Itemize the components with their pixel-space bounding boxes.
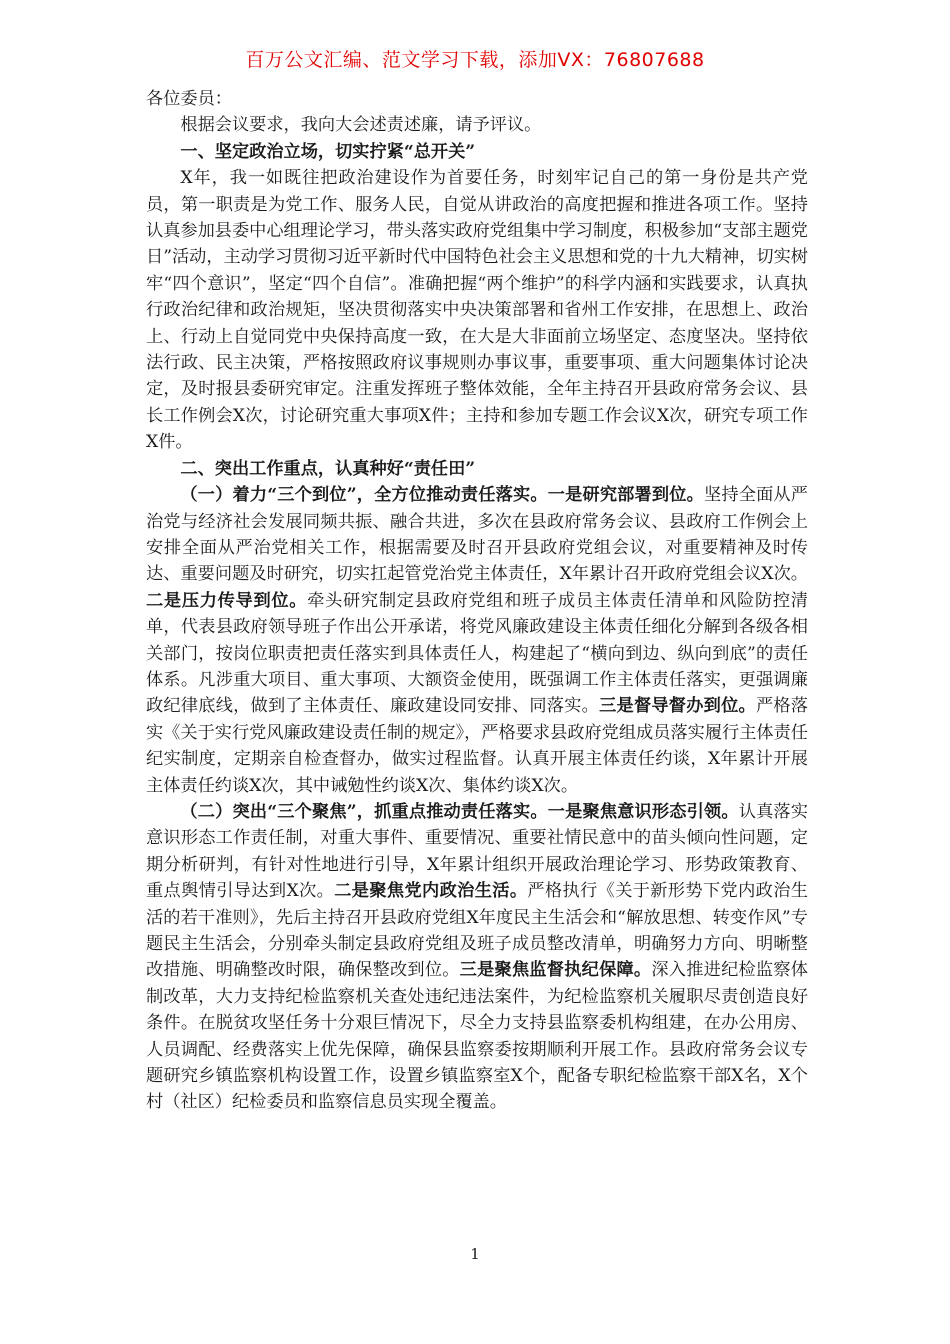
subsection1-title: （一）着力“三个到位”，全方位推动责任落实。 bbox=[180, 485, 548, 506]
section1-heading: 一、坚定政治立场，切实拧紧“总开关” bbox=[180, 141, 476, 162]
page-number: 1 bbox=[470, 1245, 480, 1263]
subsection1-lead-1: 一是研究部署到位。 bbox=[547, 485, 704, 506]
subsection1-lead-2: 二是压力传导到位。 bbox=[146, 590, 308, 611]
subsection2-title: （二）突出“三个聚焦”，抓重点推动责任落实。 bbox=[180, 801, 548, 822]
subsection1-text-3: 严格落实《关于实行党风廉政建设责任制的规定》，严格要求县政府党组成员落实履行主体责任纪实制度，定期亲自检查督办，做实过程监督。认真开展主体责任约谈，X年累计开展主体责任约谈X次，其中诫勉性约谈X次、集体约谈X次。 bbox=[146, 696, 808, 796]
subsection2-lead-3: 三是聚焦监督执纪保障。 bbox=[459, 960, 652, 981]
document-body bbox=[146, 86, 808, 1116]
intro-paragraph: 根据会议要求，我向大会述责述廉，请予评议。 bbox=[180, 115, 542, 136]
subsection1-text-2: 牵头研究制定县政府党组和班子成员主体责任清单和风险防控清单，代表县政府领导班子作出公开承诺，将党风廉政建设主体责任细化分解到各级各相关部门，按岗位职责把责任落实到具体责任人，构建起了“横向到边、纵向到底”的责任体系。凡涉重大项目、重大事项、大额资金使用，既强调工作主体责任落实，更强调廉政纪律底线，做到了主体责任、廉政建设同安排、同落实。 bbox=[146, 590, 808, 717]
salutation: 各位委员： bbox=[146, 89, 232, 109]
subsection2-lead-1: 一是聚焦意识形态引领。 bbox=[547, 801, 739, 822]
subsection2-text-3: 深入推进纪检监察体制改革，大力支持纪检监察机关查处违纪违法案件，为纪检监察机关履职尽责创造良好条件。在脱贫攻坚任务十分艰巨情况下，尽全力支持县监察委机构组建，在办公用房、人员调配、经费落实上优先保障，确保县监察委按期顺利开展工作。县政府常务会议专题研究乡镇监察机构设置工作，设置乡镇监察室X个，配备专职纪检监察干部X名，X个村（社区）纪检委员和监察信息员实现全覆盖。 bbox=[146, 960, 808, 1113]
section1-paragraph: X年，我一如既往把政治建设作为首要任务，时刻牢记自己的第一身份是共产党员，第一职责是为党工作、服务人民，自觉从讲政治的高度把握和推进各项工作。坚持认真参加县委中心组理论学习，带头落实政府党组集中学习制度，积极参加“支部主题党日”活动，主动学习贯彻习近平新时代中国特色社会主义思想和党的十九大精神，切实树牢“四个意识”，坚定“四个自信”。准确把握“两个维护”的科学内涵和实践要求，认真执行政治纪律和政治规矩，坚决贯彻落实中央决策部署和省州工作安排，在思想上、政治上、行动上自觉同党中央保持高度一致，在大是大非面前立场坚定、态度坚决。坚持依法行政、民主决策，严格按照政府议事规则办事议事，重要事项、重大问题集体讨论决定，及时报县委研究审定。注重发挥班子整体效能，全年主持召开县政府常务会议、县长工作例会X次，讨论研究重大事项X件；主持和参加专题工作会议X次，研究专项工作X件。 bbox=[146, 168, 808, 453]
subsection1-paragraph bbox=[146, 482, 808, 799]
subsection2-lead-2: 二是聚焦党内政治生活。 bbox=[334, 881, 528, 902]
subsection1-text-1: 坚持全面从严治党与经济社会发展同频共振、融合共进，多次在县政府常务会议、县政府工作例会上安排全面从严治党相关工作，根据需要及时召开县政府党组会议，对重要精神及时传达、重要问题及时研究，切实扛起管党治党主体责任，X年累计召开政府党组会议X次。 bbox=[146, 485, 808, 585]
subsection2-text-1: 认真落实意识形态工作责任制，对重大事件、重要情况、重要社情民意中的苗头倾向性问题，定期分析研判，有针对性地进行引导，X年累计组织开展政治理论学习、形势政策教育、重点舆情引导达到X次。 bbox=[146, 801, 808, 902]
section2-heading: 二、突出工作重点，认真种好“责任田” bbox=[180, 458, 476, 479]
subsection2-text-2: 严格执行《关于新形势下党内政治生活的若干准则》，先后主持召开县政府党组X年度民主生活会和“解放思想、转变作风”专题民主生活会，分别牵头制定县政府党组及班子成员整改清单，明确努力方向、明晰整改措施、明确整改时限，确保整改到位。 bbox=[146, 881, 808, 981]
subsection2-paragraph bbox=[146, 799, 808, 1116]
watermark-header: 百万公文汇编、范文学习下载，添加VX：76807688 bbox=[245, 49, 705, 71]
subsection1-lead-3: 三是督导督办到位。 bbox=[599, 696, 756, 717]
